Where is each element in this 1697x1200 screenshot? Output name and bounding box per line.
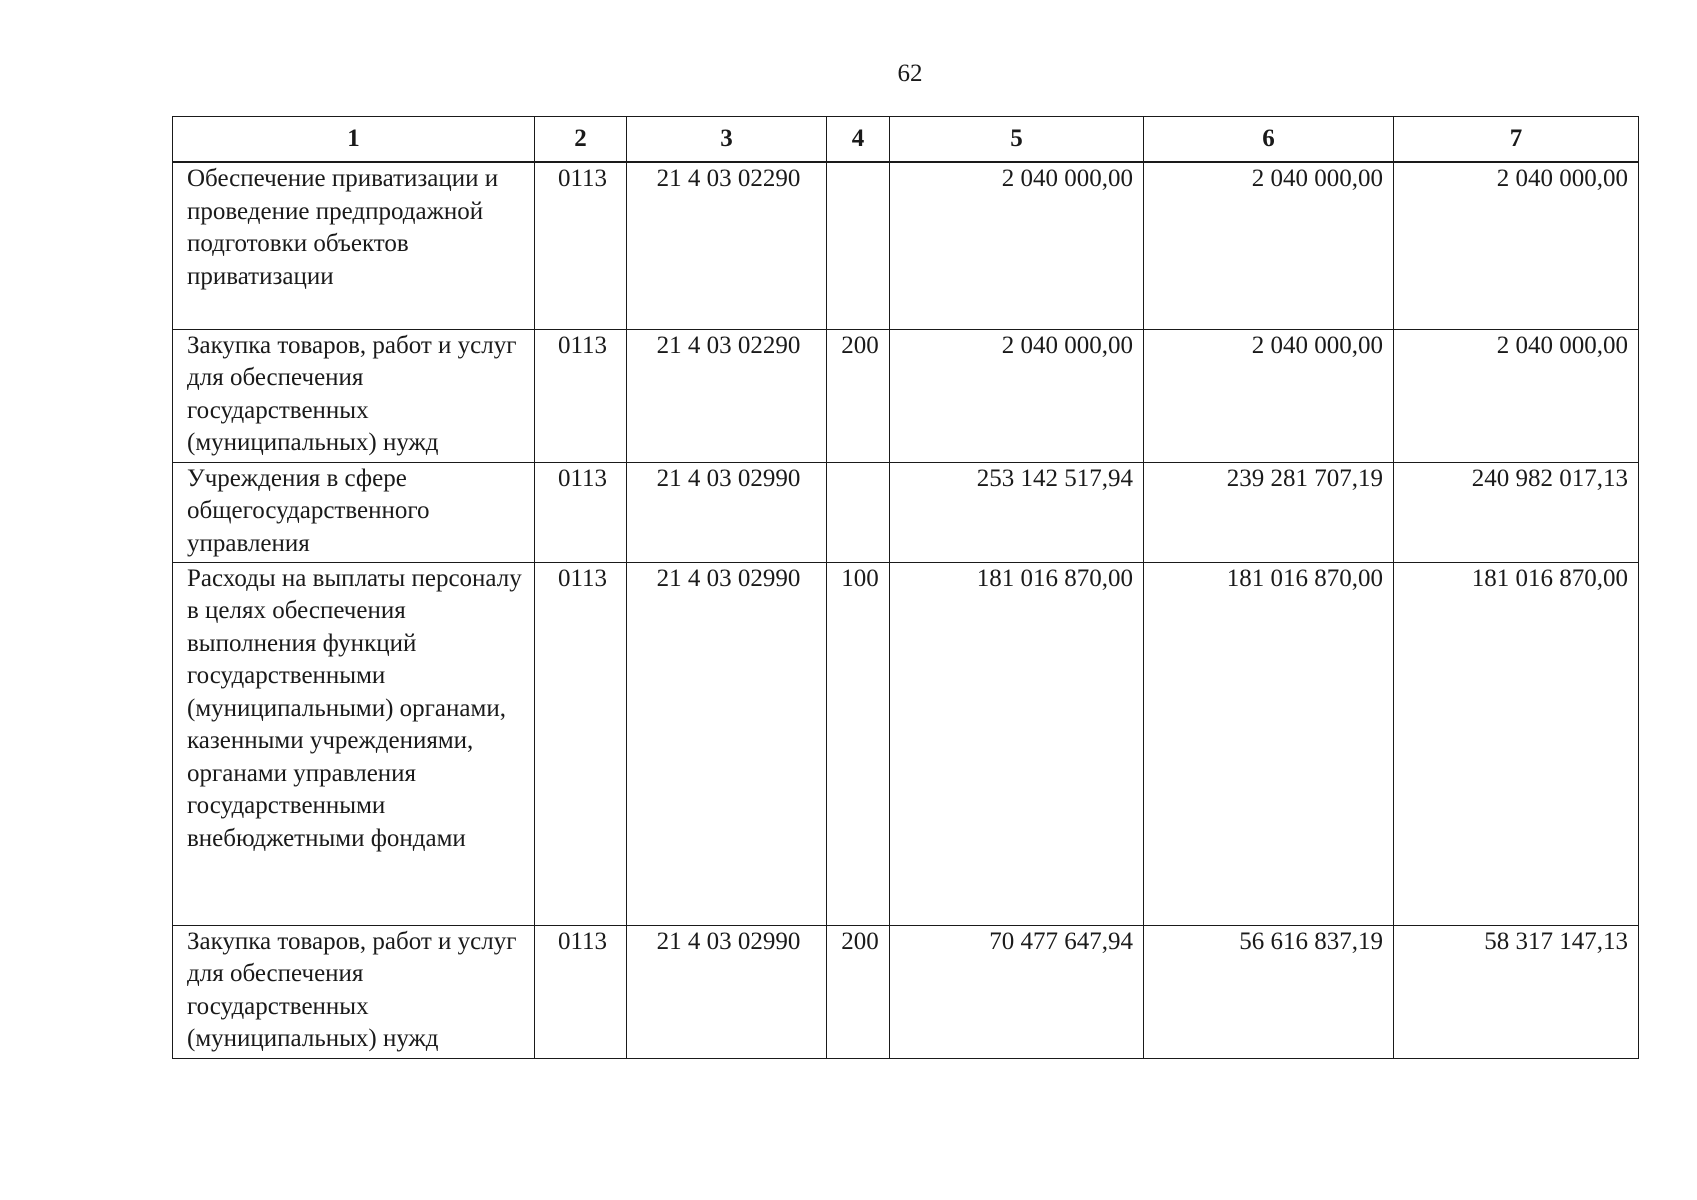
expense-name: Закупка товаров, работ и услуг для обеспечения государственных (муниципальных) нужд (173, 329, 535, 462)
target-article-code: 21 4 03 02290 (627, 162, 827, 329)
table-header-row (173, 117, 1639, 163)
expense-name: Учреждения в сфере общегосударственного управления (173, 462, 535, 562)
section-code: 0113 (535, 329, 627, 462)
target-article-code: 21 4 03 02290 (627, 329, 827, 462)
amount-column-5: 253 142 517,94 (890, 462, 1144, 562)
column-header: 5 (890, 117, 1144, 163)
table-row (173, 162, 1639, 329)
expense-kind-code: 200 (827, 925, 890, 1058)
amount-column-6: 2 040 000,00 (1144, 329, 1394, 462)
section-code: 0113 (535, 162, 627, 329)
column-header: 4 (827, 117, 890, 163)
amount-column-6: 56 616 837,19 (1144, 925, 1394, 1058)
column-header: 2 (535, 117, 627, 163)
column-header: 7 (1394, 117, 1639, 163)
column-header: 6 (1144, 117, 1394, 163)
amount-column-5: 2 040 000,00 (890, 162, 1144, 329)
amount-column-7: 2 040 000,00 (1394, 329, 1639, 462)
amount-column-6: 2 040 000,00 (1144, 162, 1394, 329)
amount-column-5: 70 477 647,94 (890, 925, 1144, 1058)
amount-column-7: 240 982 017,13 (1394, 462, 1639, 562)
expense-kind-code: 200 (827, 329, 890, 462)
target-article-code: 21 4 03 02990 (627, 562, 827, 925)
amount-column-5: 2 040 000,00 (890, 329, 1144, 462)
target-article-code: 21 4 03 02990 (627, 925, 827, 1058)
section-code: 0113 (535, 462, 627, 562)
table-row (173, 925, 1639, 1058)
table-row (173, 462, 1639, 562)
amount-column-7: 58 317 147,13 (1394, 925, 1639, 1058)
amount-column-7: 2 040 000,00 (1394, 162, 1639, 329)
section-code: 0113 (535, 562, 627, 925)
budget-table (172, 116, 1639, 1059)
amount-column-6: 181 016 870,00 (1144, 562, 1394, 925)
expense-name: Расходы на выплаты персоналу в целях обеспечения выполнения функций государственными (муниципальными) органами, казенными учреждениями, органами управления государственными внебюджетными фондами (173, 562, 535, 925)
column-header: 1 (173, 117, 535, 163)
amount-column-7: 181 016 870,00 (1394, 562, 1639, 925)
expense-name: Обеспечение приватизации и проведение предпродажной подготовки объектов приватизации (173, 162, 535, 329)
table-row (173, 329, 1639, 462)
expense-kind-code (827, 162, 890, 329)
amount-column-6: 239 281 707,19 (1144, 462, 1394, 562)
expense-kind-code (827, 462, 890, 562)
amount-column-5: 181 016 870,00 (890, 562, 1144, 925)
page-number: 62 (897, 60, 923, 87)
section-code: 0113 (535, 925, 627, 1058)
column-header: 3 (627, 117, 827, 163)
expense-kind-code: 100 (827, 562, 890, 925)
target-article-code: 21 4 03 02990 (627, 462, 827, 562)
table-row (173, 562, 1639, 925)
expense-name: Закупка товаров, работ и услуг для обеспечения государственных (муниципальных) нужд (173, 925, 535, 1058)
